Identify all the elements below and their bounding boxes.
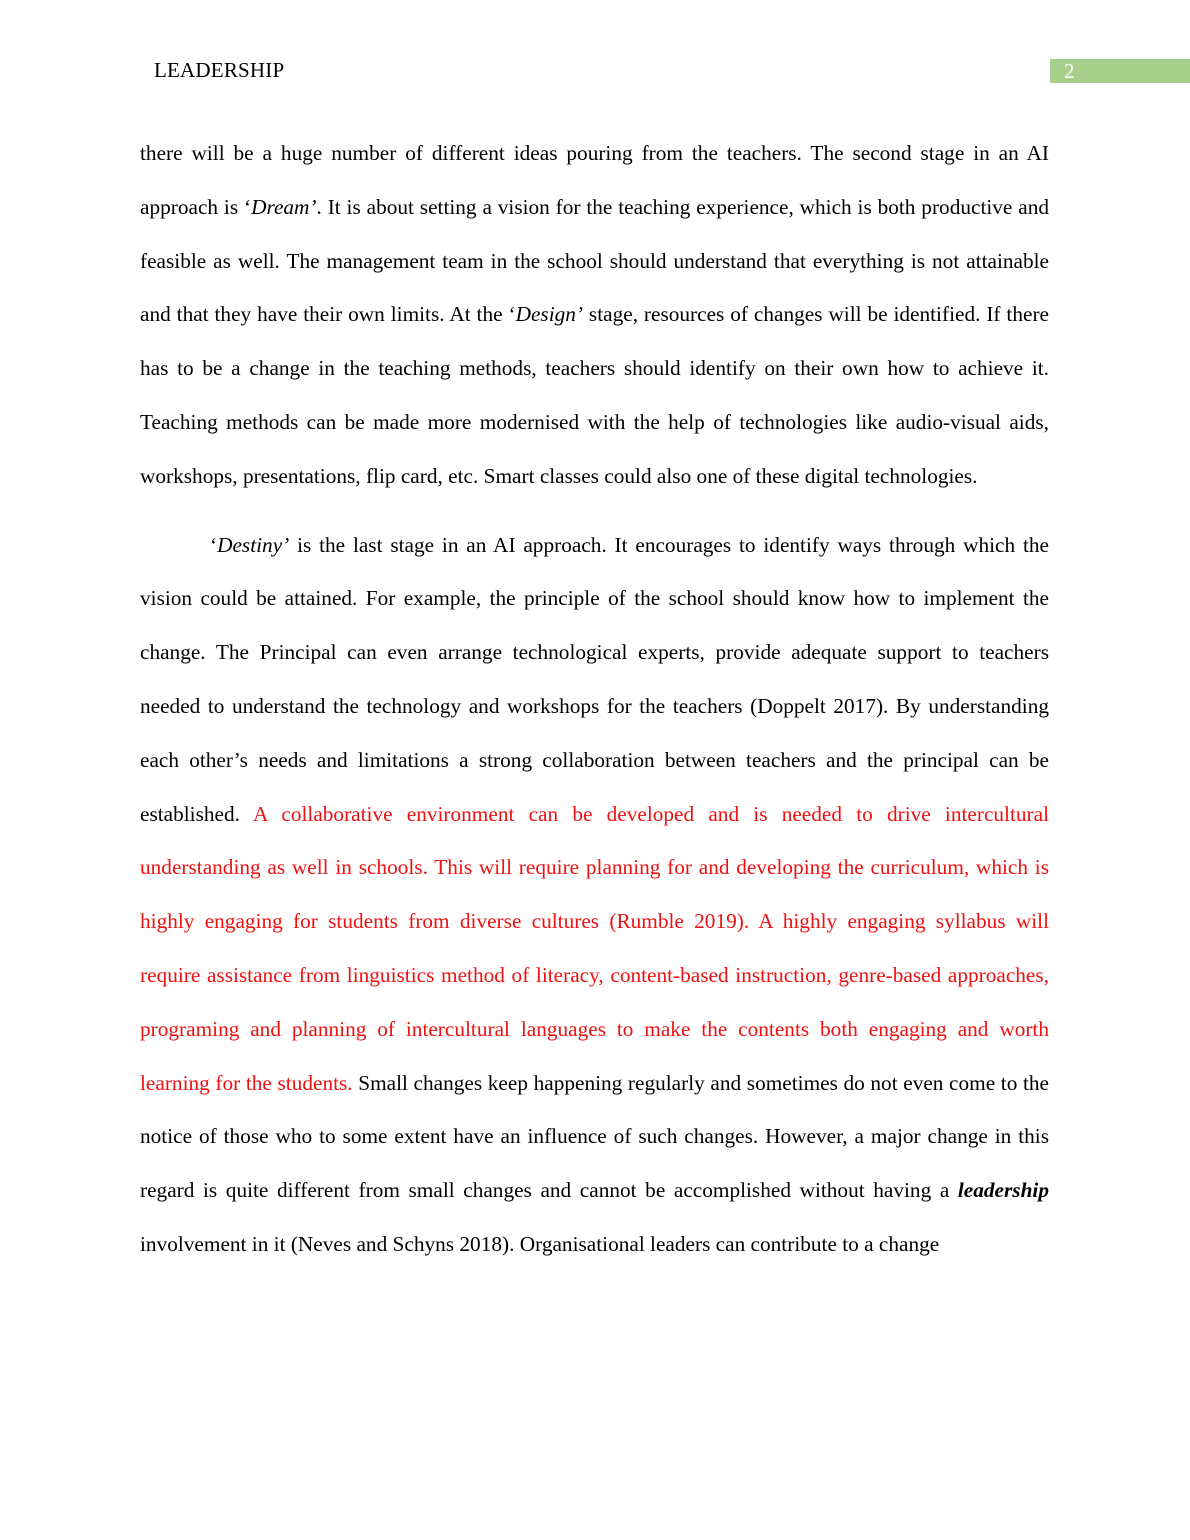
term-leadership: leadership (957, 1178, 1049, 1203)
term-design: Design’ (515, 302, 584, 327)
paragraph-1-text-b: . It is about setting a vision for the teaching experience, which is both productive and feasible as well. The management team in the school should understand that everything is not attainable and that they have their own limits. At the ‘ (140, 194, 1049, 327)
paragraph-2-text-a: is the last stage in an AI approach. It encourages to identify ways through which the vision could be attained. For example, the principle of the school should know how to implement the change. The Principal can even arrange technological experts, provide adequate support to teachers needed to understand the technology and workshops for the teachers (Doppelt 2017). By understanding each other’s needs and limitations a strong collaboration between teachers and the principal can be established. (140, 532, 1049, 826)
paragraph-2-open-quote: ‘ (210, 532, 218, 557)
highlighted-red-passage: A collaborative environment can be developed and is needed to drive intercultural understanding as well in schools. This will require planning for and developing the curriculum, which is highly engaging for students from diverse cultures (Rumble 2019). A highly engaging syllabus will require assistance from linguistics method of literacy, content-based instruction, genre-based approaches, programing and planning of intercultural languages to make the contents both engaging and worth learning for the students. (140, 801, 1049, 1095)
paragraph-2-text-b: Small changes keep happening regularly and sometimes do not even come to the notice of those who to some extent have an influence of such changes. However, a major change in this regard is quite different from small changes and cannot be accomplished without having a (140, 1070, 1050, 1203)
paragraph-1 (140, 127, 1049, 504)
paragraph-1-text-a: there will be a huge number of different ideas pouring from the teachers. The second stage in an AI approach is ‘ (140, 141, 1049, 219)
body-text (140, 127, 1049, 1272)
running-header-title: LEADERSHIP (154, 58, 285, 82)
page-number-bar (1050, 59, 1190, 83)
term-destiny: Destiny’ (217, 532, 290, 557)
term-dream: Dream’ (251, 194, 317, 219)
paragraph-1-text-c: stage, resources of changes will be identified. If there has to be a change in the teaching methods, teachers should identify on their own how to achieve it. Teaching methods can be made more modernised with the help of technologies like audio-visual aids, workshops, presentations, flip card, etc. Smart classes could also one of these digital technologies. (140, 302, 1049, 488)
page-number: 2 (1064, 59, 1075, 83)
paragraph-2-text-c: involvement in it (Neves and Schyns 2018). Organisational leaders can contribute to a change (140, 1231, 940, 1256)
paragraph-2 (140, 519, 1049, 1272)
